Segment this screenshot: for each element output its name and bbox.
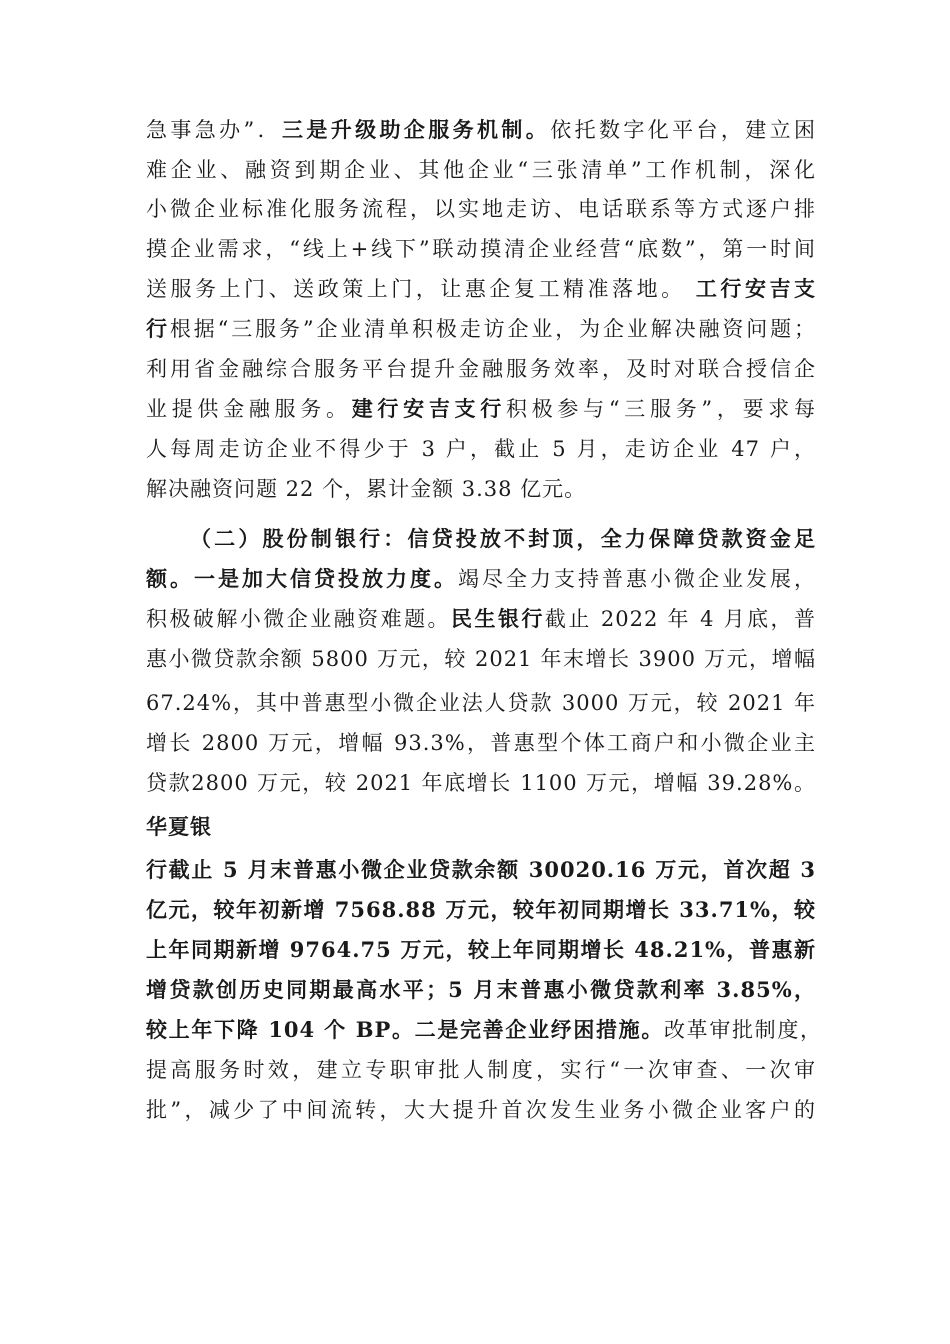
text-line: 67.24%，其中普惠型小微企业法人贷款 3000 万元，较 2021 年 xyxy=(146,691,816,715)
text-line: 送服务上门、送政策上门，让惠企复工精准落地。 工行安吉支 xyxy=(146,277,816,301)
text-line: 提高服务时效，建立专职审批人制度，实行“一次审查、一次审 xyxy=(146,1058,816,1082)
text-line: 增贷款创历史同期最高水平；5 月末普惠小微贷款利率 3.85%， xyxy=(146,978,816,1002)
text-line: 亿元，较年初新增 7568.88 万元，较年初同期增长 33.71%，较 xyxy=(146,898,816,922)
text-line: 难企业、融资到期企业、其他企业“三张清单”工作机制，深化 xyxy=(146,158,816,182)
text-line: 业提供金融服务。建行安吉支行积极参与“三服务”，要求每 xyxy=(146,397,816,421)
text-line: 增长 2800 万元，增幅 93.3%，普惠型个体工商户和小微企业主 xyxy=(146,731,816,755)
text-line: 较上年下降 104 个 BP。二是完善企业纾困措施。改革审批制度， xyxy=(146,1018,822,1042)
text-line: 人每周走访企业不得少于 3 户，截止 5 月，走访企业 47 户， xyxy=(146,437,816,461)
text-line: 解决融资问题 22 个，累计金额 3.38 亿元。 xyxy=(146,477,587,501)
text-line: 华夏银 xyxy=(146,815,212,839)
text-line: 摸企业需求，“线上+线下”联动摸清企业经营“底数”，第一时间 xyxy=(146,237,816,261)
text-line: 小微企业标准化服务流程，以实地走访、电话联系等方式逐户排 xyxy=(146,197,816,221)
text-line: 积极破解小微企业融资难题。民生银行截止 2022 年 4 月底，普 xyxy=(146,607,816,631)
text-line: 贷款2800 万元，较 2021 年底增长 1100 万元，增幅 39.28%。 xyxy=(146,771,816,795)
text-line: 额。一是加大信贷投放力度。竭尽全力支持普惠小微企业发展， xyxy=(146,567,816,591)
text-line: 上年同期新增 9764.75 万元，较上年同期增长 48.21%，普惠新 xyxy=(146,938,816,962)
text-line: 批”，减少了中间流转，大大提升首次发生业务小微企业客户的 xyxy=(146,1098,816,1122)
text-line: 利用省金融综合服务平台提升金融服务效率，及时对联合授信企 xyxy=(146,357,816,381)
text-line: 行截止 5 月末普惠小微企业贷款余额 30020.16 万元，首次超 3 xyxy=(146,858,816,882)
section-heading: （二）股份制银行：信贷投放不封顶，全力保障贷款资金足 xyxy=(190,527,816,551)
text-line: 急事急办”．三是升级助企服务机制。依托数字化平台，建立困 xyxy=(146,118,816,142)
text-line: 惠小微贷款余额 5800 万元，较 2021 年末增长 3900 万元，增幅 xyxy=(146,647,816,671)
text-line: 行根据“三服务”企业清单积极走访企业，为企业解决融资问题； xyxy=(146,317,816,341)
